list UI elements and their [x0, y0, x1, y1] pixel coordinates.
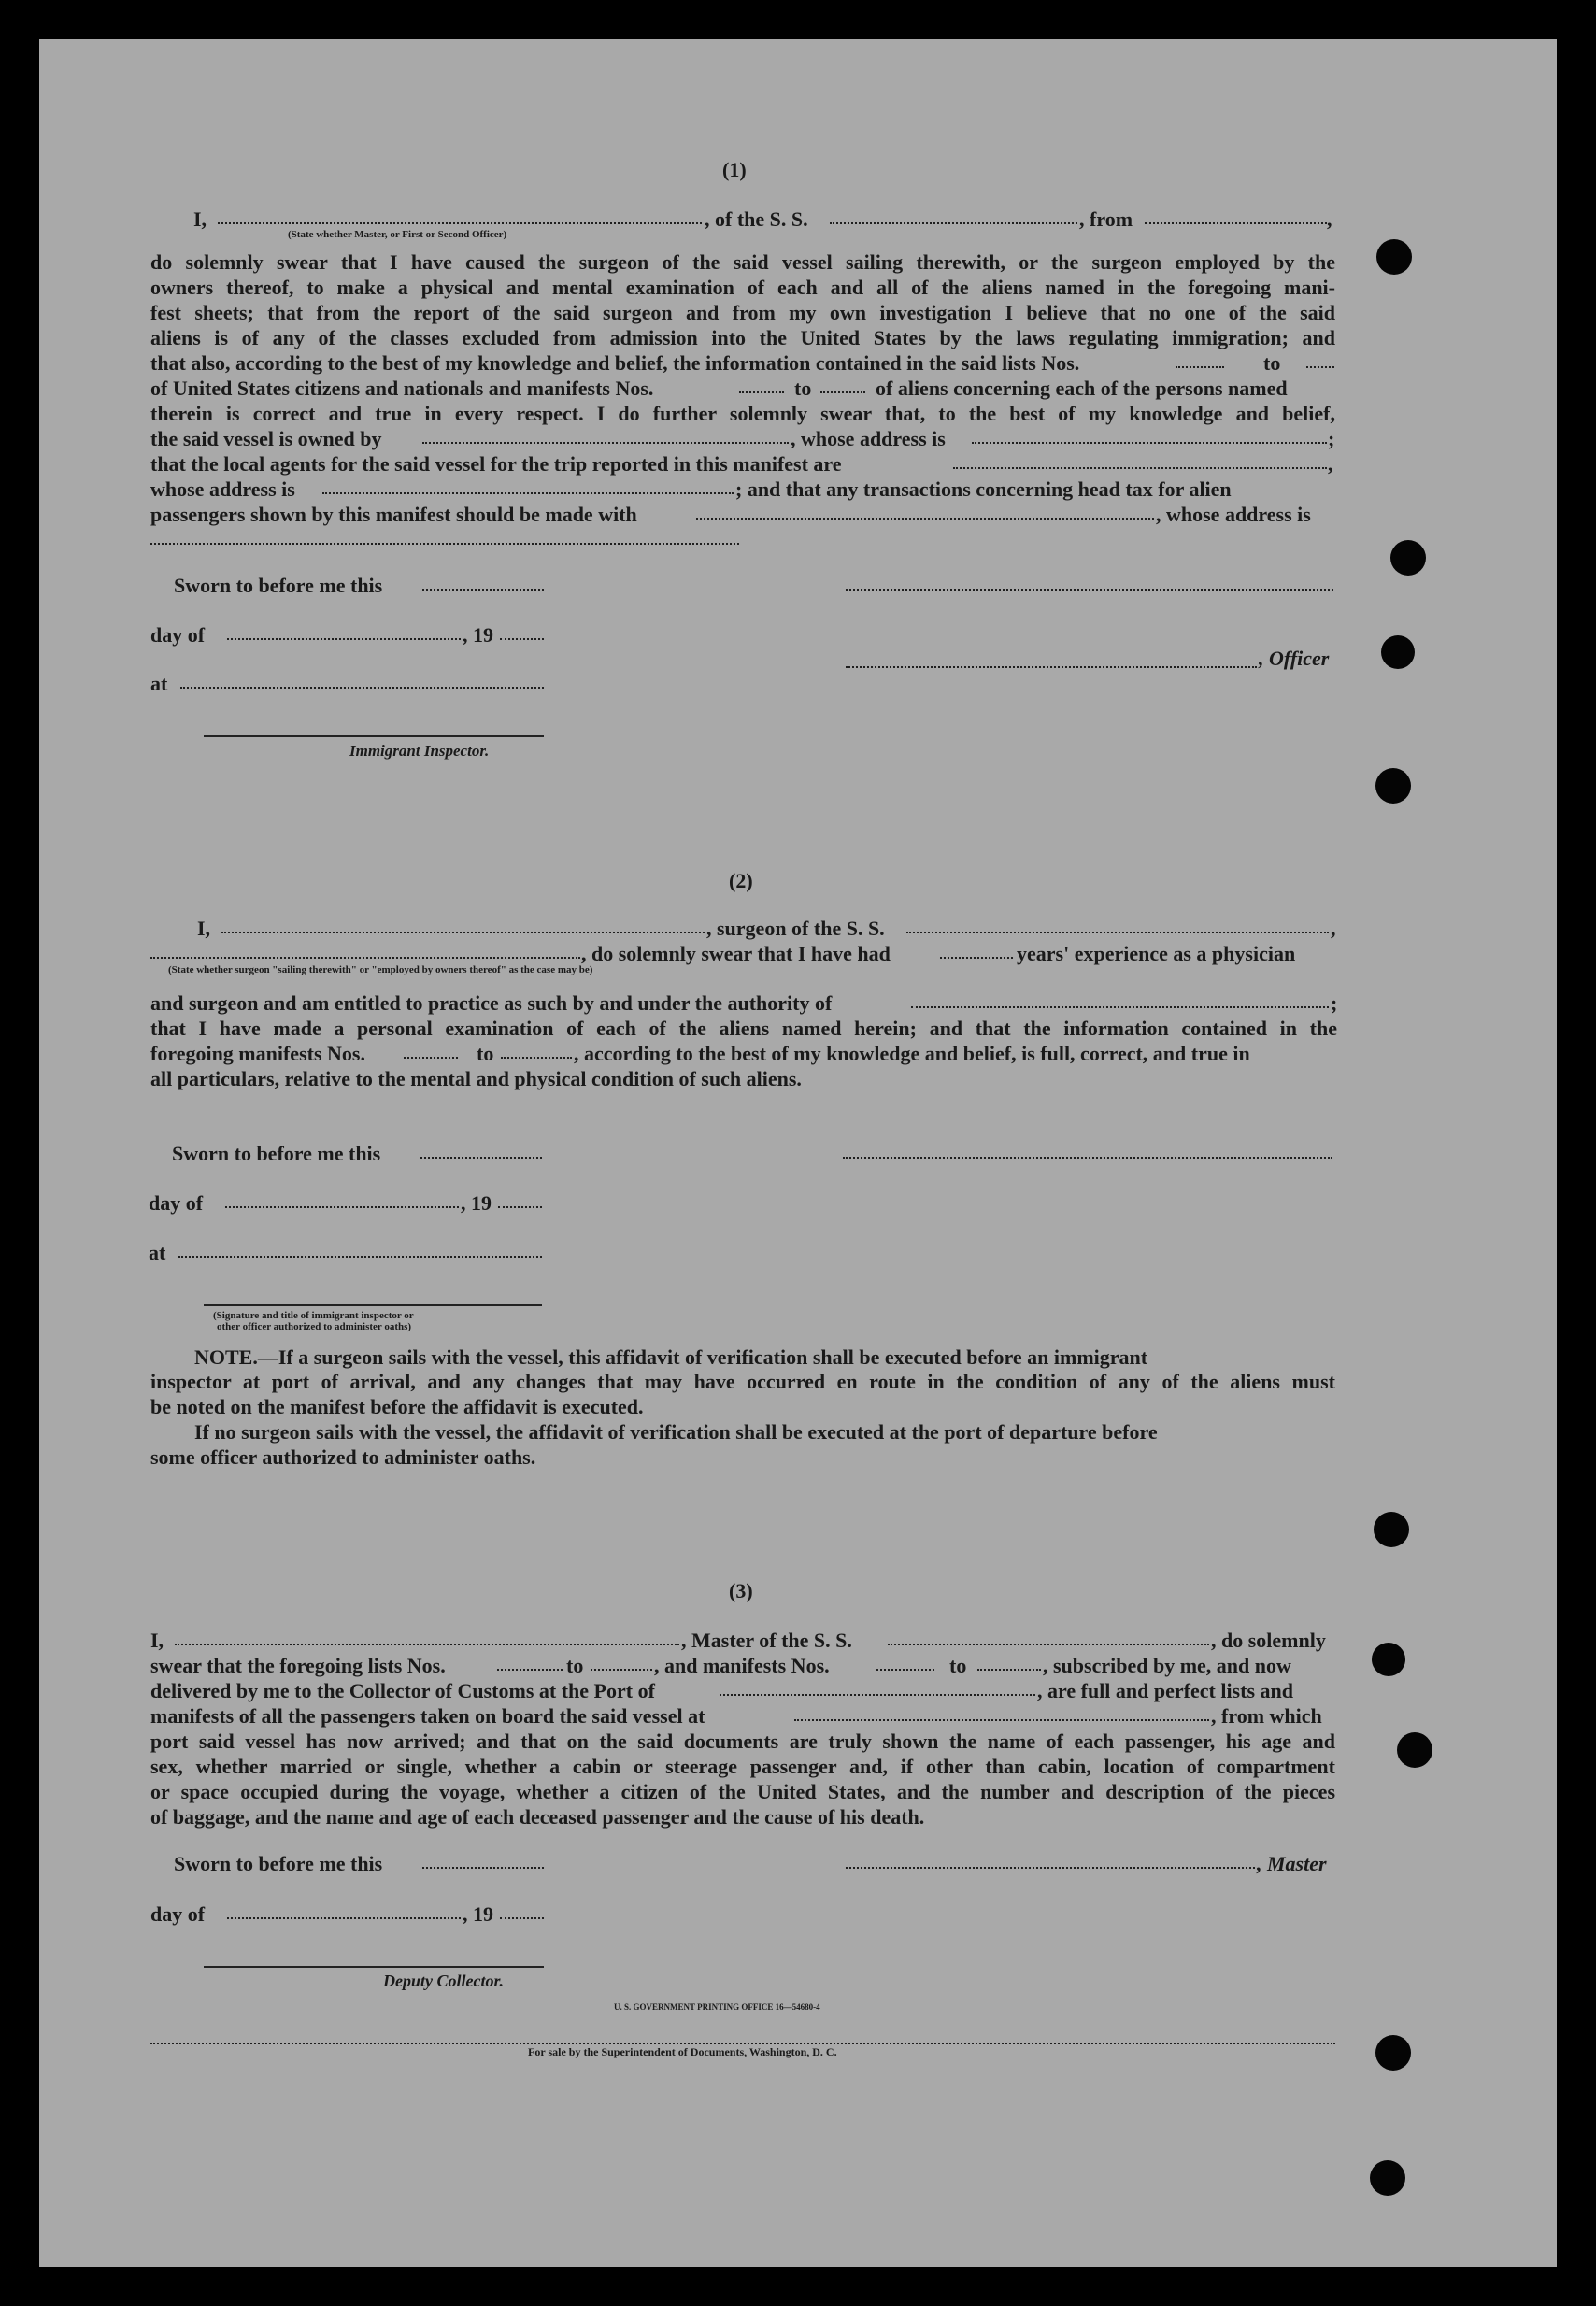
agents-address-field[interactable] — [322, 492, 734, 494]
punch-hole — [1375, 768, 1411, 804]
s2-l1-comma: , — [1331, 917, 1336, 940]
s2-l5a: foregoing manifests Nos. — [150, 1042, 365, 1065]
s2-l2a: , do solemnly swear that I have had — [581, 942, 891, 965]
s3-line: sex, whether married or single, whether a cabin or steerage passenger and, if other than cabin, location of compartment — [150, 1755, 1335, 1778]
s1-l12b: , whose address is — [791, 427, 946, 450]
punch-hole — [1390, 540, 1426, 576]
s1-officer-name-field[interactable] — [846, 666, 1257, 668]
s3-l1-end: , do solemnly — [1211, 1629, 1326, 1652]
s2-l1-surgeon: , surgeon of the S. S. — [706, 917, 885, 940]
s3-dayof-label: day of — [150, 1902, 206, 1926]
s3-sworn-field[interactable] — [422, 1867, 544, 1869]
s1-l15b: , whose address is — [1156, 503, 1311, 526]
s2-day-field[interactable] — [225, 1206, 459, 1208]
owner-field[interactable] — [422, 442, 789, 444]
from-port-field[interactable] — [1145, 222, 1327, 224]
s2-l3a: and surgeon and am entitled to practice as such by and under the authority of — [150, 991, 833, 1015]
s2-sworn-label: Sworn to before me this — [172, 1142, 381, 1165]
s1-l9b: to — [1263, 351, 1281, 375]
note-text-1: —If a surgeon sails with the vessel, this affidavit of verification shall be executed before an immigrant — [257, 1345, 1148, 1369]
s2-year-label: , 19 — [461, 1191, 492, 1215]
note-label: NOTE. — [194, 1345, 258, 1369]
s3-manifests-to-field[interactable] — [977, 1669, 1041, 1671]
s3-l2b: to — [566, 1654, 584, 1677]
s1-l1-from: , from — [1079, 207, 1133, 231]
local-agents-field[interactable] — [953, 467, 1327, 469]
s3-year-label: , 19 — [463, 1902, 493, 1926]
note-line-5: some officer authorized to administer oaths. — [150, 1445, 536, 1469]
note-line-3: be noted on the manifest before the affidavit is executed. — [150, 1395, 644, 1418]
s1-l13b: , — [1328, 452, 1333, 476]
s2-at-label: at — [149, 1241, 166, 1264]
punch-hole — [1376, 239, 1412, 275]
s1-l14b: ; and that any transactions concerning head tax for alien — [735, 477, 1232, 501]
boarding-port-field[interactable] — [794, 1719, 1209, 1721]
punch-hole — [1372, 1643, 1405, 1676]
s3-lists-to-field[interactable] — [591, 1669, 652, 1671]
punch-hole — [1381, 635, 1415, 669]
s3-l2a: swear that the foregoing lists Nos. — [150, 1654, 446, 1677]
s3-l3b: , are full and perfect lists and — [1037, 1679, 1293, 1702]
s1-line: do solemnly swear that I have caused the surgeon of the said vessel sailing therewith, or the surgeon employed by the — [150, 250, 1335, 274]
s1-l9a: that also, according to the best of my knowledge and belief, the information contained in the said lists Nos. — [150, 351, 1080, 375]
s2-l6: all particulars, relative to the mental and physical condition of such aliens. — [150, 1067, 802, 1090]
authority-field[interactable] — [911, 1006, 1329, 1008]
s3-l4b: , from which — [1211, 1704, 1322, 1728]
s2-l5c: , according to the best of my knowledge and belief, is full, correct, and true in — [574, 1042, 1250, 1065]
printer-imprint: U. S. GOVERNMENT PRINTING OFFICE 16—54680-4 — [614, 2002, 820, 2012]
s2-manifests-from-field[interactable] — [404, 1057, 458, 1059]
master-name-field[interactable] — [175, 1644, 679, 1645]
s1-l12c: ; — [1328, 427, 1335, 450]
s1-inspector-signature[interactable] — [204, 735, 544, 737]
s1-line: therein is correct and true in every respect. I do further solemnly swear that, to the best of my knowledge and belief, — [150, 402, 1335, 425]
s1-l10b: to — [794, 377, 812, 400]
years-experience-field[interactable] — [940, 957, 1013, 959]
manifests-from-field[interactable] — [739, 391, 784, 393]
vessel-name-field[interactable] — [830, 222, 1077, 224]
s1-dayof-label: day of — [150, 623, 206, 647]
s3-vessel-field[interactable] — [888, 1644, 1209, 1645]
s1-at-field[interactable] — [180, 687, 544, 689]
note-line-1 — [194, 1345, 1147, 1370]
s3-l1-master: , Master of the S. S. — [681, 1629, 852, 1652]
s3-line: or space occupied during the voyage, whether a citizen of the United States, and the number and description of the pieces — [150, 1780, 1335, 1803]
s1-line: aliens is of any of the classes excluded from admission into the United States by the laws regulating immigration; and — [150, 326, 1335, 349]
s3-l2d: to — [949, 1654, 967, 1677]
head-tax-party-field[interactable] — [696, 518, 1154, 520]
s1-l1-I: I, — [193, 207, 207, 231]
s1-year-label: , 19 — [463, 623, 493, 647]
s1-inspector-label: Immigrant Inspector. — [349, 742, 490, 760]
s3-l2c: , and manifests Nos. — [654, 1654, 830, 1677]
note-line-4: If no surgeon sails with the vessel, the affidavit of verification shall be executed at the port of departure before — [194, 1420, 1158, 1444]
footer-rule — [150, 2043, 1335, 2044]
s2-surgeon-signature[interactable] — [843, 1157, 1332, 1159]
s2-dayof-label: day of — [149, 1191, 204, 1215]
s3-sworn-label: Sworn to before me this — [174, 1852, 383, 1875]
s3-lists-from-field[interactable] — [497, 1669, 563, 1671]
s3-deputy-label: Deputy Collector. — [383, 1971, 504, 1990]
punch-hole — [1374, 1512, 1409, 1547]
surgeon-caption: (State whether surgeon "sailing therewith" or "employed by owners thereof" as the case may be) — [168, 964, 593, 975]
s3-collector-signature[interactable] — [204, 1966, 544, 1968]
s1-l15a: passengers shown by this manifest should be made with — [150, 503, 637, 526]
s1-at-label: at — [150, 672, 168, 695]
s3-master-signature[interactable] — [846, 1867, 1255, 1869]
s3-manifests-from-field[interactable] — [876, 1669, 934, 1671]
s1-l1-comma: , — [1327, 207, 1332, 231]
section-3-number: (3) — [729, 1579, 753, 1602]
punch-hole — [1375, 2035, 1411, 2071]
s2-at-field[interactable] — [178, 1256, 542, 1258]
section-1-number: (1) — [722, 158, 747, 181]
s2-l1-I: I, — [197, 917, 211, 940]
s3-l2e: , subscribed by me, and now — [1043, 1654, 1291, 1677]
s1-l1-of: , of the S. S. — [705, 207, 808, 231]
s1-sworn-label: Sworn to before me this — [174, 574, 383, 597]
s2-sig-caption-1: (Signature and title of immigrant inspector or — [213, 1310, 414, 1321]
surgeon-status-field[interactable] — [150, 957, 580, 959]
s1-day-field[interactable] — [227, 638, 461, 640]
s3-l4a: manifests of all the passengers taken on board the said vessel at — [150, 1704, 705, 1728]
lists-from-field[interactable] — [1176, 366, 1224, 368]
s1-line: fest sheets; that from the report of the said surgeon and from my own investigation I believe that no one of the said — [150, 301, 1335, 324]
s2-vessel-field[interactable] — [906, 932, 1329, 933]
s1-officer-label: , Officer — [1259, 647, 1330, 670]
head-tax-address-field[interactable] — [150, 543, 739, 545]
punch-hole — [1397, 1732, 1432, 1768]
officer-caption: (State whether Master, or First or Second Officer) — [288, 229, 507, 240]
s3-master-label: , Master — [1257, 1852, 1327, 1875]
manifests-to-field[interactable] — [820, 391, 865, 393]
s2-l5b: to — [477, 1042, 494, 1065]
s3-l1-I: I, — [150, 1629, 164, 1652]
s1-l10c: of aliens concerning each of the persons named — [876, 377, 1288, 400]
s3-line: port said vessel has now arrived; and that on the said documents are truly shown the name of each passenger, his age and — [150, 1730, 1335, 1753]
s1-l14a: whose address is — [150, 477, 295, 501]
sale-notice: For sale by the Superintendent of Documents, Washington, D. C. — [528, 2045, 837, 2058]
s2-l3b: ; — [1331, 991, 1338, 1015]
s1-l12a: the said vessel is owned by — [150, 427, 382, 450]
s1-officer-signature[interactable] — [846, 589, 1333, 591]
section-2-number: (2) — [729, 869, 753, 892]
punch-hole — [1370, 2160, 1405, 2196]
s1-line: owners thereof, to make a physical and mental examination of each and all of the aliens named in the foregoing mani- — [150, 276, 1335, 299]
s3-last-line: of baggage, and the name and age of each deceased passenger and the cause of his death. — [150, 1805, 925, 1829]
s3-year-field[interactable] — [500, 1917, 544, 1919]
s2-manifests-to-field[interactable] — [501, 1057, 572, 1059]
port-field[interactable] — [720, 1694, 1035, 1696]
s2-line: that I have made a personal examination of each of the aliens named herein; and that the information contained in the — [150, 1017, 1337, 1040]
s1-year-field[interactable] — [500, 638, 544, 640]
surgeon-name-field[interactable] — [221, 932, 705, 933]
lists-to-field[interactable] — [1306, 366, 1334, 368]
s2-sworn-field[interactable] — [420, 1157, 542, 1159]
s2-year-field[interactable] — [498, 1206, 542, 1208]
s3-l3a: delivered by me to the Collector of Customs at the Port of — [150, 1679, 655, 1702]
s1-l10a: of United States citizens and nationals and manifests Nos. — [150, 377, 654, 400]
s3-day-field[interactable] — [227, 1917, 461, 1919]
s2-inspector-signature[interactable] — [204, 1304, 542, 1306]
s1-sworn-field[interactable] — [422, 589, 544, 591]
s2-l2b: years' experience as a physician — [1017, 942, 1296, 965]
note-line-2: inspector at port of arrival, and any changes that may have occurred en route in the condition of any of the aliens must — [150, 1370, 1335, 1393]
s2-sig-caption-2: other officer authorized to administer oaths) — [217, 1321, 412, 1332]
officer-name-field[interactable] — [218, 222, 702, 224]
owner-address-field[interactable] — [972, 442, 1327, 444]
s1-l13a: that the local agents for the said vessel for the trip reported in this manifest are — [150, 452, 842, 476]
